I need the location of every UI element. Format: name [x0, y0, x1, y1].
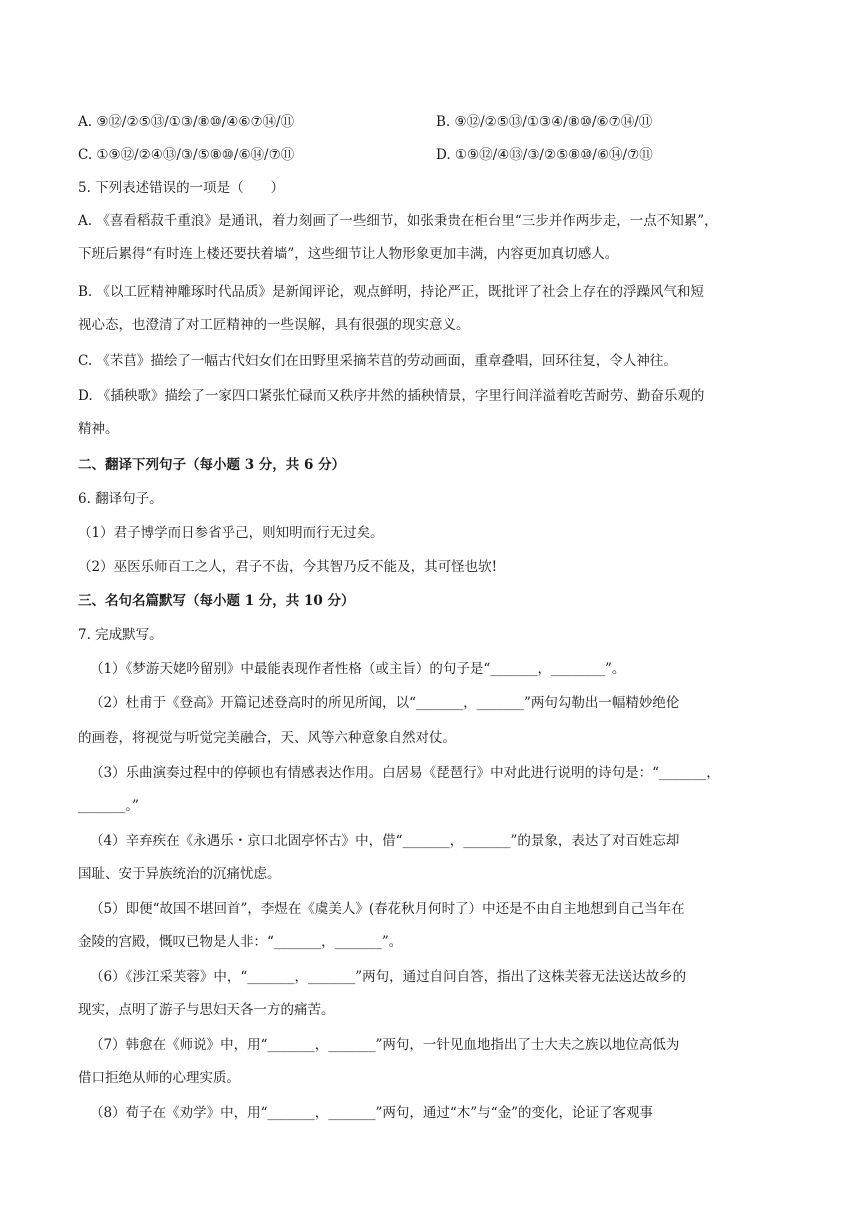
- q5-option-b-line1: B. 《以工匠精神雕琢时代品质》是新闻评论，观点鲜明，持论严正，既批评了社会上存在的浮躁风气和短: [78, 284, 705, 300]
- question-5-stem: 5. 下列表述错误的一项是（ ）: [78, 180, 285, 196]
- option-b: B. ⑨⑫/②⑤⑬/①③④/⑧⑩/⑥⑦⑭/⑪: [436, 114, 653, 130]
- q7-item-3-line2: _______。”: [78, 798, 139, 814]
- q7-item-2-line1: （2）杜甫于《登高》开篇记述登高时的所见所闻，以“_______，_______”两句勾勒出一幅精妙绝伦: [90, 695, 680, 711]
- q5-option-d-line2: 精神。: [78, 421, 119, 437]
- q5-option-b-line2: 视心态，也澄清了对工匠精神的一些误解，具有很强的现实意义。: [78, 317, 470, 333]
- q6-sentence-2: （2）巫医乐师百工之人，君子不齿，今其智乃反不能及，其可怪也欤!: [78, 559, 498, 575]
- q7-item-3-line1: （3）乐曲演奏过程中的停顿也有情感表达作用。白居易《琵琶行》中对此进行说明的诗句是：“_______，: [90, 765, 720, 781]
- q7-item-7-line1: （7）韩愈在《师说》中，用“_______，_______”两句，一针见血地指出了士大夫之族以地位高低为: [90, 1037, 680, 1053]
- q7-item-2-line2: 的画卷，将视觉与听觉完美融合，天、风等六种意象自然对仗。: [78, 730, 456, 746]
- q7-item-4-line1: （4）辛弃疾在《永遇乐・京口北固亭怀古》中，借“_______，_______”的景象，表达了对百姓忘却: [90, 833, 680, 849]
- q5-option-a-line1: A. 《喜看稻菽千重浪》是通讯，着力刻画了一些细节，如张秉贵在柜台里“三步并作两步走，一点不知累”，: [78, 213, 718, 229]
- q7-item-6-line1: （6）《涉江采芙蓉》中，“_______，_______”两句，通过自问自答，指出了这株芙蓉无法送达故乡的: [90, 969, 687, 985]
- q7-item-6-line2: 现实，点明了游子与思妇天各一方的痛苦。: [78, 1002, 335, 1018]
- q7-item-7-line2: 借口拒绝从师的心理实质。: [78, 1070, 240, 1086]
- option-d: D. ①⑨⑫/④⑬/③/②⑤⑧⑩/⑥⑭/⑦⑪: [436, 147, 653, 163]
- q7-item-4-line2: 国耻、安于异族统治的沉痛忧虑。: [78, 866, 281, 882]
- option-c: C. ①⑨⑫/②④⑬/③/⑤⑧⑩/⑥⑭/⑦⑪: [78, 147, 295, 163]
- q7-item-5-line2: 金陵的宫殿，慨叹已物是人非：“_______，_______”。: [78, 934, 403, 950]
- q7-item-8-line1: （8）荀子在《劝学》中，用“_______，_______”两句，通过“木”与“金”的变化，论证了客观事: [90, 1105, 653, 1121]
- q5-option-d-line1: D. 《插秧歌》描绘了一家四口紧张忙碌而又秩序井然的插秧情景，字里行间洋溢着吃苦耐劳、勤奋乐观的: [78, 388, 705, 404]
- q6-sentence-1: （1）君子博学而日参省乎己，则知明而行无过矣。: [78, 525, 384, 541]
- q5-option-a-line2: 下班后累得“有时连上楼还要扶着墙”，这些细节让人物形象更加丰满，内容更加真切感人。: [78, 246, 619, 262]
- question-6-stem: 6. 翻译句子。: [78, 491, 163, 507]
- q7-item-5-line1: （5）即便“故国不堪回首”，李煜在《虞美人》(春花秋月何时了）中还是不由自主地想到自己当年在: [90, 901, 685, 917]
- section-2-heading: 二、翻译下列句子（每小题 3 分，共 6 分）: [78, 457, 346, 473]
- q7-item-1: （1）《梦游天姥吟留别》中最能表现作者性格（或主旨）的句子是“_______，________”。: [90, 661, 626, 677]
- section-3-heading: 三、名句名篇默写（每小题 1 分，共 10 分）: [78, 593, 355, 609]
- question-7-stem: 7. 完成默写。: [78, 627, 163, 643]
- option-a: A. ⑨⑫/②⑤⑬/①③/⑧⑩/④⑥⑦⑭/⑪: [78, 114, 295, 130]
- q5-option-c-line1: C. 《芣苢》描绘了一幅古代妇女们在田野里采摘芣苢的劳动画面，重章叠唱，回环往复，令人神往。: [78, 353, 677, 369]
